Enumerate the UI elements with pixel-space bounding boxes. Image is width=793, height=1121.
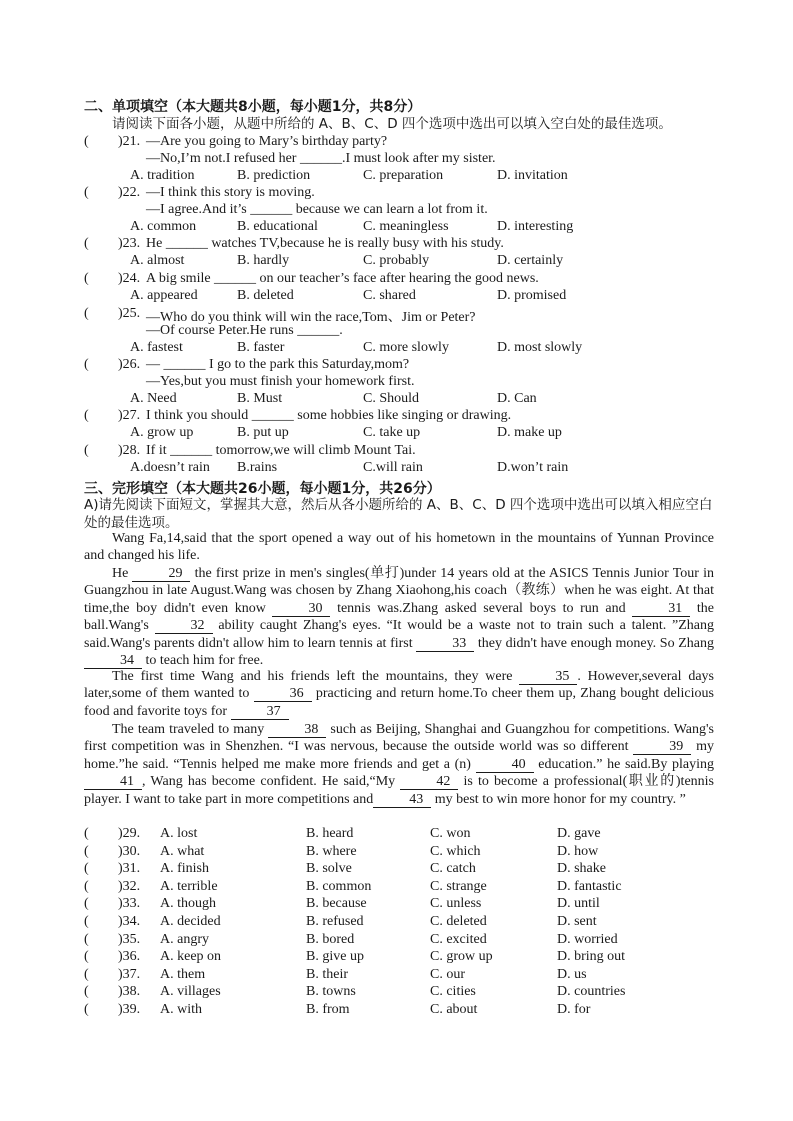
answer-paren[interactable]: ( <box>84 843 89 859</box>
passage-paragraph-2: He 29 the first prize in men's singles(单打)under 14 years old at the ASICS Tennis Junior Tour in Guangzhou in late August.Wang was chosen by Zhang Xiaohong,his coach（教练）when he was eight. At that time,the boy didn't even know 30 tennis was.Zhang asked several boys to run and 31 the ball.Wang's 32 ability caught Zhang's eyes. “It would be a waste not to train such a talent. ”Zhang said.Wang's parents didn't allow him to learn tennis at first 33 they didn't have enough money. So Zhang 34 to teach him for free. <box>84 566 715 669</box>
question-text: I think you should ______ some hobbies like singing or drawing. <box>146 408 512 423</box>
option-c[interactable]: C. our <box>430 966 465 982</box>
option-a[interactable]: A. them <box>160 966 206 982</box>
option-d[interactable]: D. countries <box>557 984 626 1000</box>
question-number: )23. <box>118 236 141 251</box>
option-a[interactable]: A. appeared <box>130 288 198 303</box>
option-c[interactable]: C. unless <box>430 896 482 912</box>
option-b[interactable]: B. because <box>306 896 367 912</box>
answer-paren[interactable]: ( <box>84 357 89 372</box>
option-b[interactable]: B. heard <box>306 826 354 841</box>
section3-instruction: A)请先阅读下面短文，掌握其大意，然后从各小题所给的 A、B、C、D 四个选项中选出可以填入相应空白处的最佳选项。 <box>84 497 713 531</box>
option-c[interactable]: C. catch <box>430 861 476 877</box>
option-b[interactable]: B. refused <box>306 914 364 929</box>
blank-33[interactable]: 33 <box>416 637 474 652</box>
question-number: )30. <box>118 843 141 859</box>
question-text: He ______ watches TV,because he is really busy with his study. <box>146 236 504 251</box>
answer-paren[interactable]: ( <box>84 443 89 458</box>
option-d[interactable]: D. worried <box>557 931 618 947</box>
option-d[interactable]: D. interesting <box>497 219 574 234</box>
blank-35[interactable]: 35 <box>519 670 577 685</box>
answer-paren[interactable]: ( <box>84 984 89 1000</box>
question-number: )29. <box>118 826 141 841</box>
option-c[interactable]: C.will rain <box>363 460 423 475</box>
option-c[interactable]: C. deleted <box>430 914 487 929</box>
question-number: )37. <box>118 966 141 982</box>
question-number: )35. <box>118 931 141 947</box>
option-b[interactable]: B. educational <box>237 219 318 234</box>
section3-title: 三、完形填空（本大题共26小题，每小题1分，共26分） <box>84 481 441 497</box>
blank-37[interactable]: 37 <box>231 705 289 720</box>
option-b[interactable]: B. common <box>306 878 372 894</box>
option-c[interactable]: C. take up <box>363 425 421 440</box>
option-c[interactable]: C. more slowly <box>363 340 449 355</box>
option-d[interactable]: D. Can <box>497 391 537 406</box>
option-a[interactable]: A. though <box>160 896 216 912</box>
option-c[interactable]: C. won <box>430 826 471 841</box>
blank-30[interactable]: 30 <box>272 602 330 617</box>
answer-paren[interactable]: ( <box>84 949 89 965</box>
blank-36[interactable]: 36 <box>254 687 312 702</box>
option-b[interactable]: B. prediction <box>237 168 311 183</box>
option-c[interactable]: C. cities <box>430 984 476 1000</box>
answer-paren[interactable]: ( <box>84 271 89 286</box>
option-a[interactable]: A. angry <box>160 931 209 947</box>
option-c[interactable]: C. which <box>430 843 481 859</box>
question-number: )21. <box>118 134 141 149</box>
question-number: )39. <box>118 1002 141 1017</box>
question-number: )22. <box>118 185 141 200</box>
option-d[interactable]: D. fantastic <box>557 878 622 894</box>
answer-paren[interactable]: ( <box>84 826 89 841</box>
option-a[interactable]: A. keep on <box>160 949 222 965</box>
option-a[interactable]: A. decided <box>160 914 221 929</box>
option-d[interactable]: D. promised <box>497 288 567 303</box>
option-c[interactable]: C. about <box>430 1002 478 1017</box>
section2-title: 二、单项填空（本大题共8小题，每小题1分，共8分） <box>84 99 422 115</box>
question-number: )27. <box>118 408 141 423</box>
option-d[interactable]: D.won’t rain <box>497 460 569 475</box>
blank-41[interactable]: 41 <box>84 775 142 790</box>
option-b[interactable]: B. deleted <box>237 288 294 303</box>
option-b[interactable]: B. give up <box>306 949 364 965</box>
passage-paragraph-1: Wang Fa,14,said that the sport opened a way out of his hometown in the mountains of Yunnan Province and changed his life. <box>84 531 714 564</box>
question-number: )33. <box>118 896 141 912</box>
question-number: )24. <box>118 271 141 286</box>
answer-paren[interactable]: ( <box>84 931 89 947</box>
option-a[interactable]: A. common <box>130 219 197 234</box>
option-b[interactable]: B. solve <box>306 861 352 877</box>
question-number: )31. <box>118 861 141 877</box>
option-d[interactable]: D. us <box>557 966 587 982</box>
question-number: )32. <box>118 878 141 894</box>
option-d[interactable]: D. sent <box>557 914 597 929</box>
option-a[interactable]: A. terrible <box>160 878 218 894</box>
option-d[interactable]: D. for <box>557 1002 591 1017</box>
option-b[interactable]: B. Must <box>237 391 283 406</box>
question-text: —Of course Peter.He runs ______. <box>146 323 343 338</box>
blank-38[interactable]: 38 <box>268 723 326 738</box>
answer-paren[interactable]: ( <box>84 914 89 929</box>
section2-instruction: 请阅读下面各小题，从题中所给的 A、B、C、D 四个选项中选出可以填入空白处的最佳选项。 <box>112 116 672 132</box>
answer-paren[interactable]: ( <box>84 306 89 321</box>
option-c[interactable]: C. meaningless <box>363 219 449 234</box>
question-text: —No,I’m not.I refused her ______.I must look after my sister. <box>146 151 496 166</box>
option-a[interactable]: A. almost <box>130 253 185 268</box>
passage-paragraph-3: The first time Wang and his friends left the mountains, they were 35 . However,several days later,some of them wanted to 36 practicing and return home.To cheer them up, Zhang bought delicious food and favorite toys for 37 <box>84 669 714 719</box>
option-a[interactable]: A. tradition <box>130 168 195 183</box>
option-c[interactable]: C. excited <box>430 931 487 947</box>
option-d[interactable]: D. until <box>557 896 600 912</box>
question-number: )26. <box>118 357 141 372</box>
question-number: )36. <box>118 949 141 965</box>
blank-40[interactable]: 40 <box>476 758 534 773</box>
option-a[interactable]: A. finish <box>160 861 209 877</box>
answer-paren[interactable]: ( <box>84 966 89 982</box>
option-a[interactable]: A.doesn’t rain <box>130 460 210 475</box>
blank-43[interactable]: 43 <box>373 793 431 808</box>
option-c[interactable]: C. grow up <box>430 949 493 965</box>
answer-paren[interactable]: ( <box>84 134 89 149</box>
blank-29[interactable]: 29 <box>132 567 190 582</box>
question-text: —Yes,but you must finish your homework first. <box>146 374 415 389</box>
option-c[interactable]: C. Should <box>363 391 420 406</box>
question-text: —Are you going to Mary’s birthday party? <box>146 134 388 149</box>
blank-42[interactable]: 42 <box>400 775 458 790</box>
option-a[interactable]: A. what <box>160 843 205 859</box>
blank-34[interactable]: 34 <box>84 654 142 669</box>
blank-31[interactable]: 31 <box>632 602 690 617</box>
answer-paren[interactable]: ( <box>84 896 89 912</box>
question-text: — ______ I go to the park this Saturday,mom? <box>146 357 410 372</box>
question-text: —Who do you think will win the race,Tom、Jim or Peter? <box>146 310 476 325</box>
option-b[interactable]: B. where <box>306 843 357 859</box>
question-number: )25. <box>118 306 141 321</box>
question-number: )34. <box>118 914 141 929</box>
option-c[interactable]: C. preparation <box>363 168 444 183</box>
option-b[interactable]: B. faster <box>237 340 285 355</box>
option-c[interactable]: C. strange <box>430 878 487 894</box>
option-b[interactable]: B. their <box>306 966 348 982</box>
option-b[interactable]: B. bored <box>306 931 355 947</box>
option-b[interactable]: B.rains <box>237 460 278 475</box>
question-number: )28. <box>118 443 141 458</box>
question-text: —I think this story is moving. <box>146 185 315 200</box>
option-d[interactable]: D. how <box>557 843 599 859</box>
option-d[interactable]: D. most slowly <box>497 340 583 355</box>
option-b[interactable]: B. hardly <box>237 253 290 268</box>
answer-paren[interactable]: ( <box>84 185 89 200</box>
option-c[interactable]: C. shared <box>363 288 416 303</box>
answer-paren[interactable]: ( <box>84 861 89 877</box>
answer-paren[interactable]: ( <box>84 1002 89 1017</box>
question-number: )38. <box>118 984 141 1000</box>
option-b[interactable]: B. put up <box>237 425 289 440</box>
answer-paren[interactable]: ( <box>84 878 89 894</box>
option-a[interactable]: A. grow up <box>130 425 194 440</box>
option-a[interactable]: A. villages <box>160 984 221 1000</box>
blank-39[interactable]: 39 <box>633 740 691 755</box>
blank-32[interactable]: 32 <box>155 619 213 634</box>
option-d[interactable]: D. bring out <box>557 949 626 965</box>
option-d[interactable]: D. certainly <box>497 253 564 268</box>
option-d[interactable]: D. make up <box>497 425 562 440</box>
passage-paragraph-4: The team traveled to many 38 such as Beijing, Shanghai and Guangzhou for competitions. Wang's first competition was in Shenzhen. “I was nervous, because the outside world was so different 39 my home.”he said. “Tennis helped me make more friends and get a (n) 40 education.” he said.By playing 41 , Wang has become confident. He said,“My 42 is to become a professional(职业的)tennis player. I want to take part in more competitions and 43 my best to win more honor for my country. ” <box>84 722 714 807</box>
option-a[interactable]: A. Need <box>130 391 177 406</box>
option-d[interactable]: D. gave <box>557 826 601 841</box>
option-a[interactable]: A. lost <box>160 826 198 841</box>
question-text: If it ______ tomorrow,we will climb Mount Tai. <box>146 443 416 458</box>
option-a[interactable]: A. fastest <box>130 340 183 355</box>
option-a[interactable]: A. with <box>160 1002 202 1017</box>
question-text: —I agree.And it’s ______ because we can learn a lot from it. <box>146 202 488 217</box>
option-c[interactable]: C. probably <box>363 253 430 268</box>
answer-paren[interactable]: ( <box>84 408 89 423</box>
option-d[interactable]: D. invitation <box>497 168 568 183</box>
option-b[interactable]: B. towns <box>306 984 356 1000</box>
option-d[interactable]: D. shake <box>557 861 606 877</box>
question-text: A big smile ______ on our teacher’s face after hearing the good news. <box>146 271 539 286</box>
answer-paren[interactable]: ( <box>84 236 89 251</box>
option-b[interactable]: B. from <box>306 1002 350 1017</box>
